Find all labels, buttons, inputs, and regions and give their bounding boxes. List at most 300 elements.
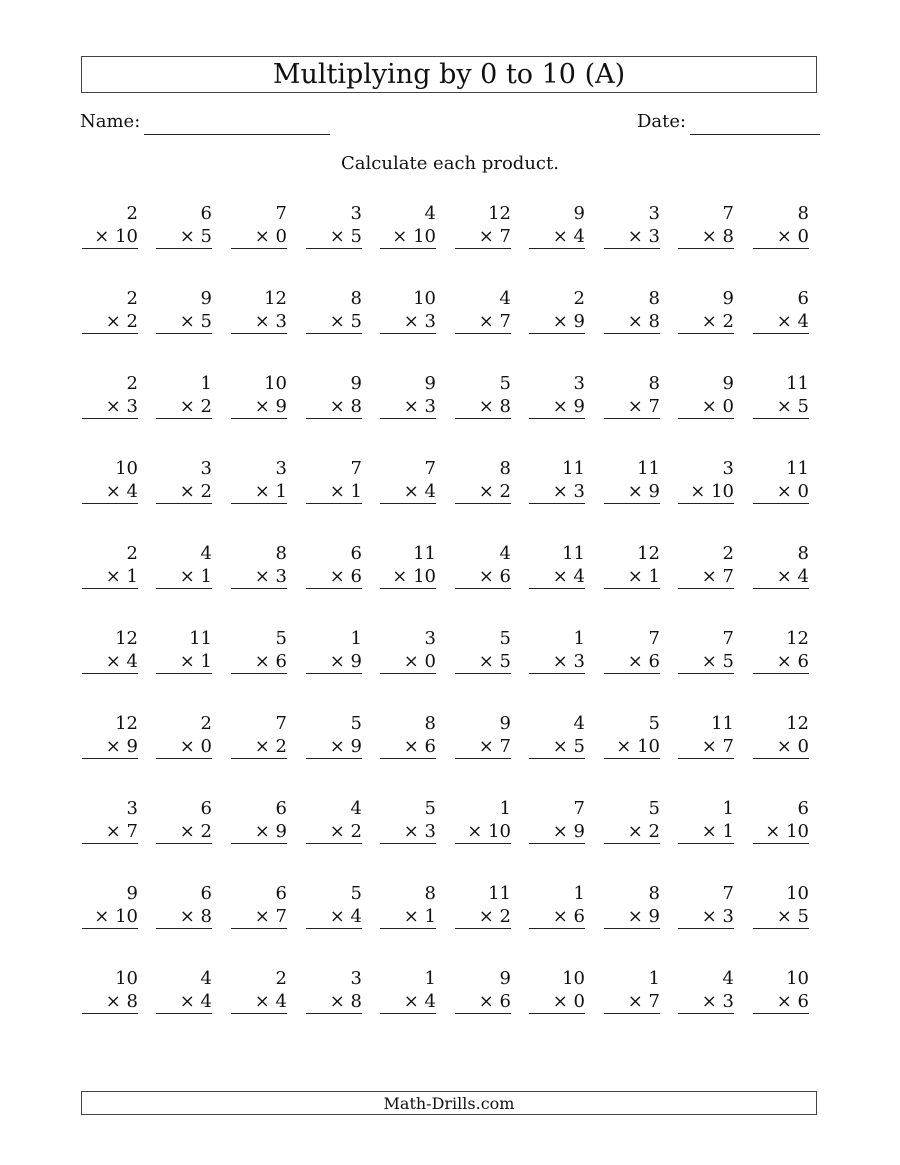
times-icon: × (179, 566, 201, 587)
multiplicand: 3 (573, 373, 585, 394)
times-icon: × (179, 736, 201, 757)
problem-3-10 (753, 372, 809, 419)
times-icon: × (552, 396, 574, 417)
multiplier: 2 (275, 736, 287, 757)
multiplier-line (604, 650, 660, 674)
times-icon: × (478, 226, 500, 247)
problem-3-9 (678, 372, 734, 419)
multiplicand: 7 (573, 798, 585, 819)
times-icon: × (254, 566, 276, 587)
multiplicand: 12 (115, 713, 138, 734)
date-label: Date: (637, 111, 687, 132)
instructions: Calculate each product. (341, 153, 559, 174)
problem-7-1 (82, 712, 138, 759)
multiplier: 10 (115, 906, 138, 927)
multiplier-line (156, 650, 212, 674)
multiplier-line (678, 225, 734, 249)
multiplier-line (753, 735, 809, 759)
times-icon: × (403, 991, 425, 1012)
multiplicand: 12 (264, 288, 287, 309)
problem-4-6 (455, 457, 511, 504)
problem-1-4 (306, 202, 362, 249)
multiplicand: 5 (648, 798, 660, 819)
multiplier-line (753, 905, 809, 929)
multiplier: 9 (275, 396, 287, 417)
problem-9-6 (455, 882, 511, 929)
times-icon: × (105, 396, 127, 417)
multiplier-line (82, 905, 138, 929)
times-icon: × (552, 736, 574, 757)
times-icon: × (105, 991, 127, 1012)
problem-5-6 (455, 542, 511, 589)
multiplier: 8 (499, 396, 511, 417)
times-icon: × (467, 821, 489, 842)
multiplier: 7 (499, 736, 511, 757)
multiplier-line (604, 990, 660, 1014)
problem-10-4 (306, 967, 362, 1014)
multiplicand: 8 (499, 458, 511, 479)
problem-7-8 (604, 712, 660, 759)
times-icon: × (254, 481, 276, 502)
multiplier-line (306, 565, 362, 589)
problem-2-9 (678, 287, 734, 334)
problem-1-7 (529, 202, 585, 249)
problem-10-7 (529, 967, 585, 1014)
problem-10-2 (156, 967, 212, 1014)
multiplicand: 9 (200, 288, 212, 309)
multiplier-line (678, 650, 734, 674)
times-icon: × (478, 651, 500, 672)
problem-4-9 (678, 457, 734, 504)
multiplier: 3 (722, 991, 734, 1012)
times-icon: × (701, 311, 723, 332)
multiplier: 6 (499, 566, 511, 587)
times-icon: × (105, 311, 127, 332)
multiplier: 7 (648, 991, 660, 1012)
problem-9-3 (231, 882, 287, 929)
multiplier-line (82, 990, 138, 1014)
problem-10-1 (82, 967, 138, 1014)
problem-3-4 (306, 372, 362, 419)
times-icon: × (776, 311, 798, 332)
times-icon: × (403, 651, 425, 672)
multiplier-line (380, 310, 436, 334)
multiplier-line (529, 310, 585, 334)
times-icon: × (701, 991, 723, 1012)
times-icon: × (478, 311, 500, 332)
multiplier-line (604, 225, 660, 249)
multiplier: 5 (200, 311, 212, 332)
problem-9-8 (604, 882, 660, 929)
multiplier-line (604, 310, 660, 334)
multiplier-line (82, 565, 138, 589)
times-icon: × (94, 906, 116, 927)
multiplier: 2 (350, 821, 362, 842)
problem-5-5 (380, 542, 436, 589)
multiplicand: 6 (200, 203, 212, 224)
multiplier-line (753, 310, 809, 334)
problem-8-2 (156, 797, 212, 844)
multiplier: 9 (350, 651, 362, 672)
multiplier-line (455, 395, 511, 419)
multiplier-line (455, 565, 511, 589)
multiplicand: 7 (350, 458, 362, 479)
multiplier: 0 (797, 481, 809, 502)
times-icon: × (254, 821, 276, 842)
problem-9-5 (380, 882, 436, 929)
multiplier-line (380, 905, 436, 929)
multiplier-line (604, 565, 660, 589)
multiplier-line (455, 225, 511, 249)
multiplier-line (380, 395, 436, 419)
multiplier-line (529, 990, 585, 1014)
multiplier: 3 (275, 566, 287, 587)
times-icon: × (776, 226, 798, 247)
multiplier: 2 (126, 311, 138, 332)
name-label: Name: (80, 111, 141, 132)
footer: Math-Drills.com (81, 1091, 817, 1115)
times-icon: × (179, 906, 201, 927)
multiplicand: 8 (648, 883, 660, 904)
multiplier-line (753, 480, 809, 504)
multiplier: 3 (424, 821, 436, 842)
multiplier: 0 (722, 396, 734, 417)
multiplier-line (753, 395, 809, 419)
multiplier: 9 (126, 736, 138, 757)
multiplier-line (455, 820, 511, 844)
multiplier: 3 (573, 651, 585, 672)
multiplier-line (306, 650, 362, 674)
multiplier-line (156, 480, 212, 504)
multiplier-line (380, 480, 436, 504)
multiplicand: 7 (648, 628, 660, 649)
multiplier-line (455, 735, 511, 759)
problem-10-5 (380, 967, 436, 1014)
multiplier-line (380, 565, 436, 589)
multiplicand: 1 (722, 798, 734, 819)
times-icon: × (105, 821, 127, 842)
multiplier: 2 (200, 821, 212, 842)
multiplier: 8 (350, 396, 362, 417)
multiplier: 5 (350, 226, 362, 247)
multiplier-line (455, 650, 511, 674)
problem-2-5 (380, 287, 436, 334)
multiplier-line (306, 225, 362, 249)
problem-7-10 (753, 712, 809, 759)
problem-7-7 (529, 712, 585, 759)
multiplier-line (529, 480, 585, 504)
multiplicand: 9 (350, 373, 362, 394)
multiplicand: 4 (722, 968, 734, 989)
multiplier: 10 (786, 821, 809, 842)
multiplier-line (753, 820, 809, 844)
multiplier: 5 (722, 651, 734, 672)
times-icon: × (179, 821, 201, 842)
multiplier-line (231, 225, 287, 249)
multiplier-line (156, 310, 212, 334)
multiplier: 0 (424, 651, 436, 672)
multiplier-line (455, 310, 511, 334)
multiplier: 4 (573, 226, 585, 247)
times-icon: × (478, 566, 500, 587)
times-icon: × (254, 226, 276, 247)
multiplicand: 5 (350, 713, 362, 734)
times-icon: × (254, 991, 276, 1012)
times-icon: × (329, 481, 351, 502)
problem-3-8 (604, 372, 660, 419)
problem-5-7 (529, 542, 585, 589)
problem-6-2 (156, 627, 212, 674)
multiplier-line (380, 820, 436, 844)
multiplier: 2 (499, 906, 511, 927)
problem-2-8 (604, 287, 660, 334)
multiplier: 8 (126, 991, 138, 1012)
multiplicand: 8 (424, 713, 436, 734)
multiplicand: 6 (200, 798, 212, 819)
times-icon: × (776, 651, 798, 672)
times-icon: × (329, 566, 351, 587)
problem-8-5 (380, 797, 436, 844)
times-icon: × (94, 226, 116, 247)
times-icon: × (254, 906, 276, 927)
multiplicand: 3 (200, 458, 212, 479)
multiplier-line (678, 820, 734, 844)
times-icon: × (627, 481, 649, 502)
problem-2-2 (156, 287, 212, 334)
problem-10-10 (753, 967, 809, 1014)
multiplicand: 11 (786, 373, 809, 394)
multiplier: 3 (275, 311, 287, 332)
problem-9-10 (753, 882, 809, 929)
multiplicand: 3 (722, 458, 734, 479)
multiplicand: 2 (275, 968, 287, 989)
times-icon: × (329, 906, 351, 927)
multiplier: 3 (126, 396, 138, 417)
problem-3-7 (529, 372, 585, 419)
multiplier-line (82, 310, 138, 334)
multiplicand: 9 (499, 713, 511, 734)
problem-6-4 (306, 627, 362, 674)
multiplier: 7 (499, 311, 511, 332)
multiplier: 8 (200, 906, 212, 927)
multiplier-line (455, 905, 511, 929)
multiplier: 4 (126, 651, 138, 672)
multiplier: 0 (573, 991, 585, 1012)
problem-9-4 (306, 882, 362, 929)
times-icon: × (552, 991, 574, 1012)
multiplier-line (529, 565, 585, 589)
multiplier: 1 (200, 566, 212, 587)
multiplicand: 6 (200, 883, 212, 904)
multiplier-line (306, 310, 362, 334)
multiplier: 5 (200, 226, 212, 247)
multiplier: 3 (573, 481, 585, 502)
multiplier: 5 (797, 906, 809, 927)
times-icon: × (552, 906, 574, 927)
multiplier: 9 (350, 736, 362, 757)
problem-5-9 (678, 542, 734, 589)
multiplier: 7 (499, 226, 511, 247)
multiplier: 2 (200, 481, 212, 502)
multiplier: 10 (637, 736, 660, 757)
problem-1-2 (156, 202, 212, 249)
problem-3-3 (231, 372, 287, 419)
multiplier: 6 (797, 991, 809, 1012)
problem-4-10 (753, 457, 809, 504)
problem-1-10 (753, 202, 809, 249)
multiplier-line (604, 735, 660, 759)
problem-4-3 (231, 457, 287, 504)
multiplicand: 9 (499, 968, 511, 989)
times-icon: × (690, 481, 712, 502)
multiplier-line (306, 480, 362, 504)
multiplier-line (231, 650, 287, 674)
multiplier: 10 (413, 566, 436, 587)
problem-5-2 (156, 542, 212, 589)
problem-8-4 (306, 797, 362, 844)
name-field[interactable] (144, 134, 330, 135)
multiplicand: 11 (786, 458, 809, 479)
multiplicand: 1 (499, 798, 511, 819)
times-icon: × (105, 651, 127, 672)
multiplicand: 8 (797, 543, 809, 564)
multiplier: 4 (424, 481, 436, 502)
times-icon: × (627, 311, 649, 332)
problem-7-4 (306, 712, 362, 759)
multiplicand: 3 (126, 798, 138, 819)
times-icon: × (776, 991, 798, 1012)
multiplicand: 6 (275, 798, 287, 819)
multiplier: 6 (648, 651, 660, 672)
multiplicand: 8 (350, 288, 362, 309)
multiplier-line (306, 820, 362, 844)
problem-4-2 (156, 457, 212, 504)
multiplicand: 12 (488, 203, 511, 224)
problem-5-10 (753, 542, 809, 589)
times-icon: × (403, 821, 425, 842)
multiplier: 6 (797, 651, 809, 672)
multiplicand: 10 (264, 373, 287, 394)
problem-8-10 (753, 797, 809, 844)
multiplier: 9 (648, 906, 660, 927)
multiplier-line (306, 395, 362, 419)
multiplier: 2 (648, 821, 660, 842)
multiplicand: 9 (722, 288, 734, 309)
multiplicand: 11 (413, 543, 436, 564)
multiplicand: 7 (424, 458, 436, 479)
multiplier: 2 (722, 311, 734, 332)
times-icon: × (552, 226, 574, 247)
times-icon: × (701, 821, 723, 842)
multiplier-line (678, 395, 734, 419)
multiplicand: 3 (424, 628, 436, 649)
problem-6-10 (753, 627, 809, 674)
multiplier: 7 (126, 821, 138, 842)
times-icon: × (392, 226, 414, 247)
multiplier: 4 (275, 991, 287, 1012)
multiplier-line (455, 990, 511, 1014)
multiplicand: 2 (126, 373, 138, 394)
multiplicand: 5 (424, 798, 436, 819)
multiplicand: 3 (648, 203, 660, 224)
multiplier-line (529, 820, 585, 844)
times-icon: × (179, 481, 201, 502)
multiplicand: 8 (275, 543, 287, 564)
problem-3-5 (380, 372, 436, 419)
multiplier: 1 (200, 651, 212, 672)
multiplicand: 3 (350, 203, 362, 224)
multiplier-line (380, 990, 436, 1014)
times-icon: × (478, 396, 500, 417)
multiplier: 1 (126, 566, 138, 587)
times-icon: × (329, 821, 351, 842)
multiplier: 6 (424, 736, 436, 757)
multiplier: 10 (488, 821, 511, 842)
multiplier: 2 (499, 481, 511, 502)
times-icon: × (552, 651, 574, 672)
problem-6-1 (82, 627, 138, 674)
multiplier: 10 (711, 481, 734, 502)
multiplier: 8 (648, 311, 660, 332)
multiplier-line (529, 905, 585, 929)
times-icon: × (552, 311, 574, 332)
problem-2-7 (529, 287, 585, 334)
multiplier: 3 (424, 396, 436, 417)
multiplier: 1 (424, 906, 436, 927)
times-icon: × (776, 396, 798, 417)
multiplier-line (529, 225, 585, 249)
multiplier: 4 (573, 566, 585, 587)
multiplicand: 7 (275, 203, 287, 224)
multiplier: 1 (275, 481, 287, 502)
times-icon: × (701, 736, 723, 757)
times-icon: × (627, 821, 649, 842)
problem-10-3 (231, 967, 287, 1014)
multiplier-line (231, 735, 287, 759)
problem-9-1 (82, 882, 138, 929)
times-icon: × (765, 821, 787, 842)
multiplicand: 2 (126, 543, 138, 564)
multiplicand: 4 (573, 713, 585, 734)
times-icon: × (552, 481, 574, 502)
multiplicand: 5 (275, 628, 287, 649)
multiplier: 2 (200, 396, 212, 417)
multiplicand: 1 (573, 628, 585, 649)
multiplier-line (753, 565, 809, 589)
multiplicand: 4 (499, 543, 511, 564)
multiplier: 0 (200, 736, 212, 757)
multiplier: 0 (797, 736, 809, 757)
problem-8-6 (455, 797, 511, 844)
problem-2-10 (753, 287, 809, 334)
problem-7-9 (678, 712, 734, 759)
multiplier: 3 (722, 906, 734, 927)
problem-10-6 (455, 967, 511, 1014)
problem-7-2 (156, 712, 212, 759)
date-field[interactable] (690, 134, 820, 135)
multiplicand: 3 (350, 968, 362, 989)
multiplier-line (156, 905, 212, 929)
multiplier: 6 (573, 906, 585, 927)
multiplier: 5 (499, 651, 511, 672)
problem-8-7 (529, 797, 585, 844)
multiplier-line (380, 735, 436, 759)
multiplier: 1 (350, 481, 362, 502)
multiplier: 7 (275, 906, 287, 927)
multiplicand: 10 (413, 288, 436, 309)
multiplicand: 9 (126, 883, 138, 904)
problem-2-4 (306, 287, 362, 334)
